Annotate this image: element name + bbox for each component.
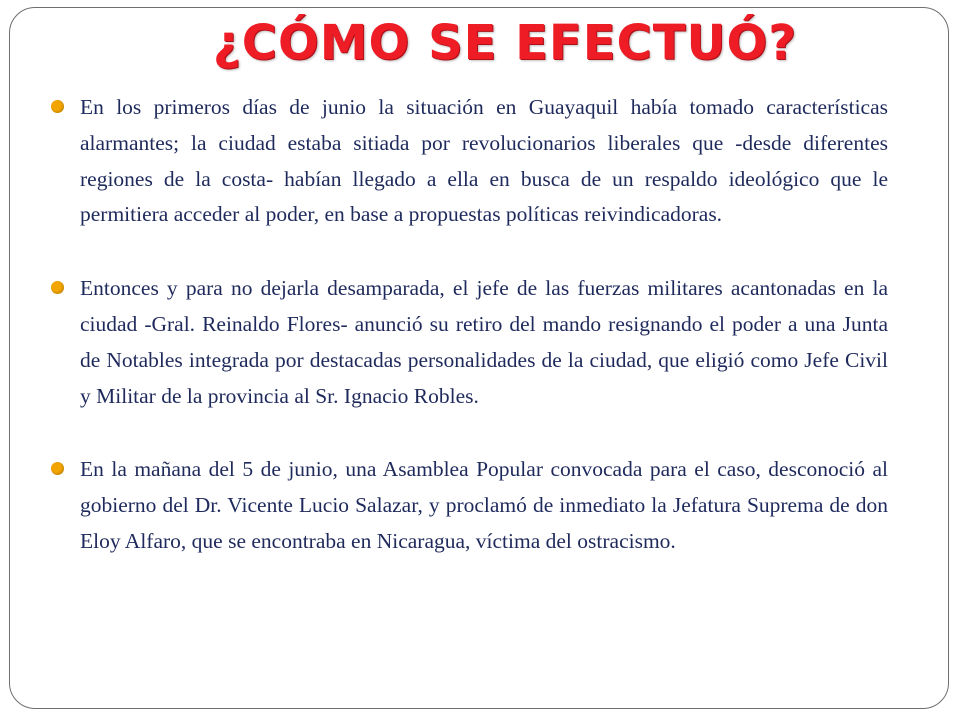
bullet-dot-icon [51,100,64,113]
bullet-text: En la mañana del 5 de junio, una Asamblea Popular convocada para el caso, desconoció al gobierno del Dr. Vicente Lucio Salazar, y proclamó de inmediato la Jefatura Suprema de don Eloy Alfaro, que se encontraba en Nicaragua, víctima del ostracismo. [80,457,888,553]
bullet-text: Entonces y para no dejarla desamparada, el jefe de las fuerzas militares acantonadas en la ciudad -Gral. Reinaldo Flores- anunció su retiro del mando resignando el poder a una Junta de Notables integrada por destacadas personalidades de la ciudad, que eligió como Jefe Civil y Militar de la provincia al Sr. Ignacio Robles. [80,276,888,408]
bullet-item [48,452,888,559]
bullet-list [48,90,888,598]
bullet-dot-icon [51,281,64,294]
bullet-item [48,271,888,414]
bullet-item [48,90,888,233]
bullet-dot-icon [51,462,64,475]
bullet-text: En los primeros días de junio la situación en Guayaquil había tomado características alarmantes; la ciudad estaba sitiada por revolucionarios liberales que -desde diferentes regiones de la costa- habían llegado a ella en busca de un respaldo ideológico que le permitiera acceder al poder, en base a propuestas políticas reivindicadoras. [80,95,888,227]
slide-title: ¿CÓMO SE EFECTUÓ? [212,15,798,71]
